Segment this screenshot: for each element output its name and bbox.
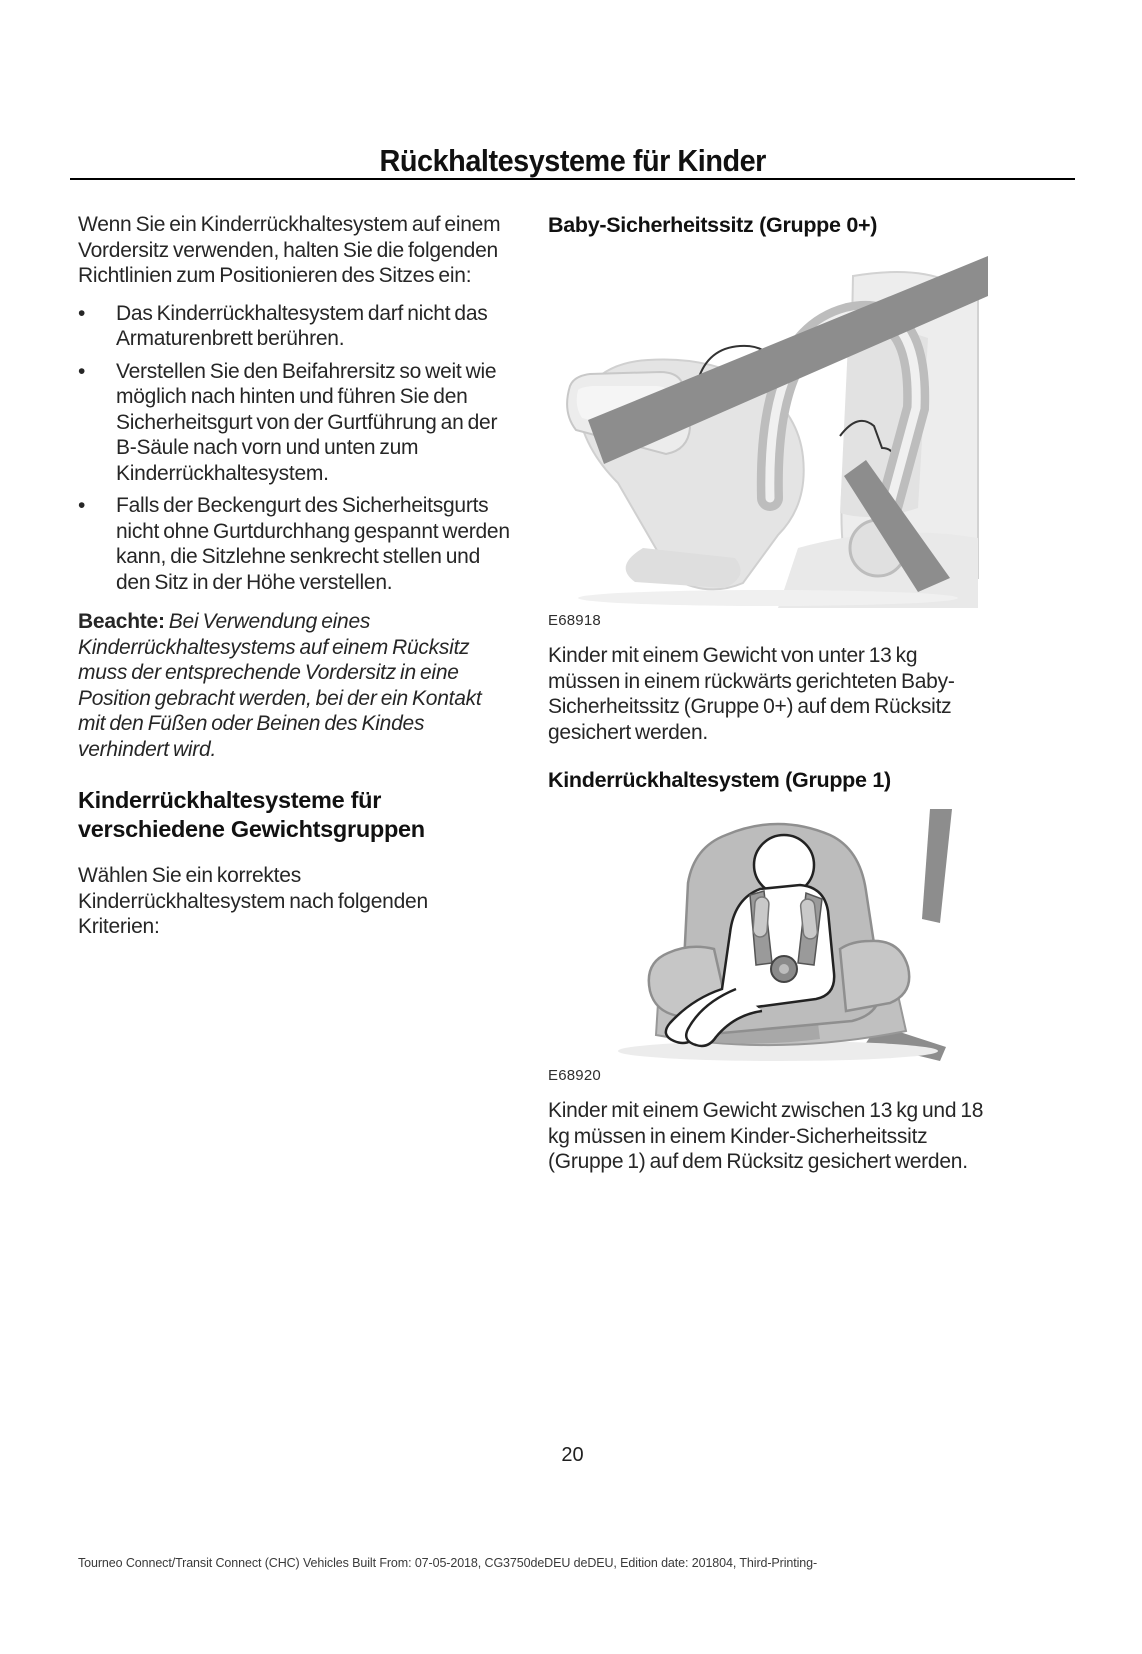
note-paragraph bbox=[78, 609, 510, 762]
list-item bbox=[78, 359, 510, 487]
list-item bbox=[78, 493, 510, 595]
bullet-icon: • bbox=[78, 301, 86, 325]
page-title bbox=[70, 143, 1075, 179]
intro-paragraph: Wenn Sie ein Kinderrückhaltesystem auf einem Vordersitz verwenden, halten Sie die folgenden Richtlinien zum Positionieren des Sitzes ein: bbox=[78, 213, 501, 287]
baby-seat-illustration bbox=[548, 248, 988, 608]
list-item-text: Das Kinderrückhaltesystem darf nicht das Armaturenbrett berühren. bbox=[116, 301, 488, 350]
child-seat-illustration bbox=[548, 803, 988, 1063]
right-column bbox=[548, 212, 988, 1175]
note-label: Beachte: bbox=[78, 610, 165, 633]
heading-child-seat: Kinderrückhaltesystem (Gruppe 1) bbox=[548, 768, 891, 792]
title-divider bbox=[70, 178, 1075, 180]
figure-label: E68920 bbox=[548, 1067, 601, 1084]
note-text: Bei Verwendung eines Kinderrückhaltesystems auf einem Rücksitz muss der entsprechende Vordersitz in eine Position gebracht werden, bei der ein Kontakt mit den Füßen oder Beinen des Kindes verhindert wird. bbox=[78, 610, 482, 761]
page-title-text: Rückhaltesysteme für Kinder bbox=[379, 142, 766, 178]
bullet-icon: • bbox=[78, 359, 86, 383]
heading-baby-seat: Baby-Sicherheitssitz (Gruppe 0+) bbox=[548, 213, 878, 237]
figure-baby-seat bbox=[548, 248, 988, 629]
section-heading-weight-groups: Kinderrückhaltesysteme für verschiedene Gewichtsgruppen bbox=[78, 787, 425, 842]
list-item-text: Falls der Beckengurt des Sicherheitsgurts nicht ohne Gurtdurchhang gespannt werden kann, die Sitzlehne senkrecht stellen und den Sitz in der Höhe verstellen. bbox=[116, 494, 510, 594]
guideline-list bbox=[78, 301, 510, 596]
figure-label: E68918 bbox=[548, 612, 601, 629]
baby-seat-paragraph: Kinder mit einem Gewicht von unter 13 kg müssen in einem rückwärts gerichteten Baby-Sicherheitssitz (Gruppe 0+) auf dem Rücksitz gesichert werden. bbox=[548, 644, 955, 744]
two-column-layout bbox=[78, 212, 1075, 1175]
footer-text: Tourneo Connect/Transit Connect (CHC) Vehicles Built From: 07-05-2018, CG3750deDEU deDEU, Edition date: 201804, Third-Printing- bbox=[78, 1556, 818, 1570]
left-column bbox=[78, 212, 510, 1175]
page-number: 20 bbox=[561, 1444, 584, 1466]
child-seat-paragraph: Kinder mit einem Gewicht zwischen 13 kg und 18 kg müssen in einem Kinder-Sicherheitssitz (Gruppe 1) auf dem Rücksitz gesichert werden. bbox=[548, 1099, 984, 1173]
bullet-icon: • bbox=[78, 494, 86, 517]
list-item bbox=[78, 301, 510, 352]
criteria-intro-paragraph: Wählen Sie ein korrektes Kinderrückhaltesystem nach folgenden Kriterien: bbox=[78, 864, 428, 938]
list-item-text: Verstellen Sie den Beifahrersitz so weit wie möglich nach hinten und führen Sie den Sicherheitsgurt von der Gurtführung an der B-Säule nach vorn und unten zum Kinderrückhaltesystem. bbox=[116, 359, 498, 485]
figure-child-seat bbox=[548, 803, 988, 1084]
